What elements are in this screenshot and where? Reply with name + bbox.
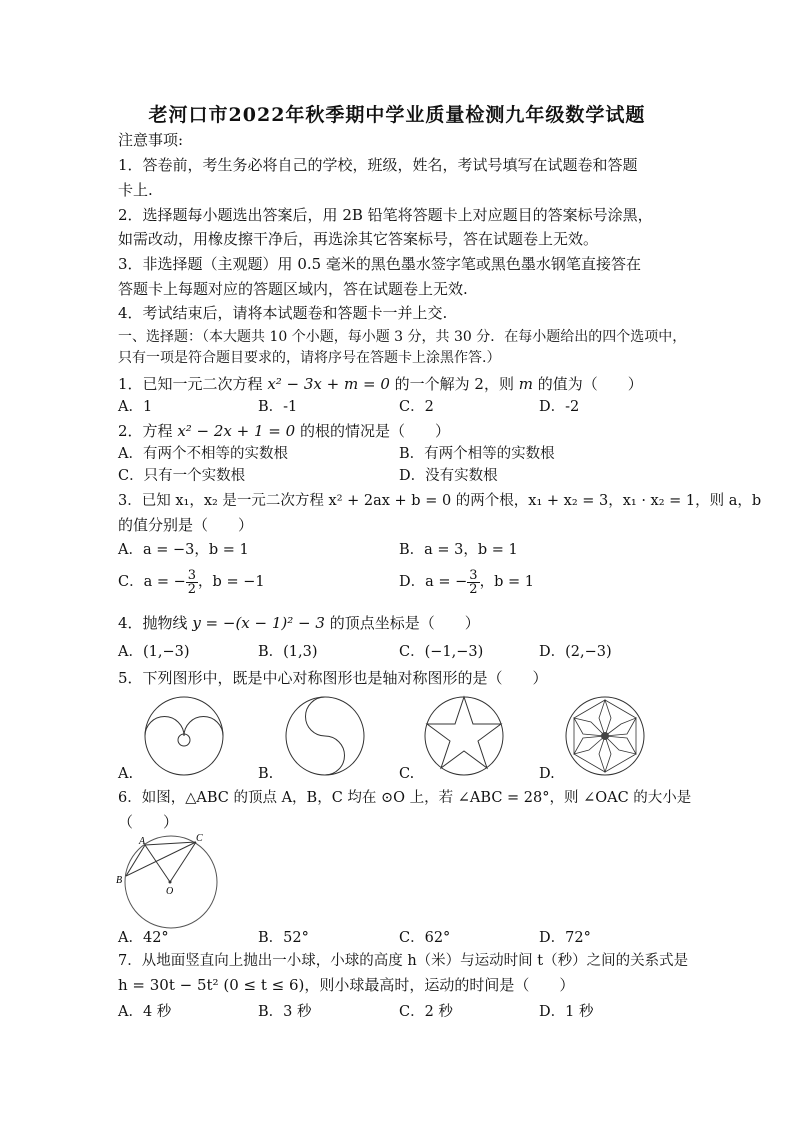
question-7: 7．从地面竖直向上抛出一小球，小球的高度 h（米）与运动时间 t（秒）之间的关系式是 <box>118 953 689 969</box>
option-b[interactable]: B．3 秒 <box>258 1004 312 1020</box>
equation: y = −(x − 1)² − 3 <box>192 614 325 632</box>
notice-line: 2．选择题每小题选出答案后，用 2B 铅笔将答题卡上对应题目的答案标号涂黑， <box>118 206 653 224</box>
option-d[interactable]: D．a = − $\frac{3}{2}$ ，b = 1 <box>399 567 534 597</box>
point-label: O <box>166 886 174 897</box>
figure-d-icon[interactable] <box>563 694 647 778</box>
question-3: 3．已知 x₁，x₂ 是一元二次方程 x² + 2ax + b = 0 的两个根，x₁ + x₂ = 3，x₁ · x₂ = 1，则 a，b <box>118 493 762 509</box>
section-heading: 一、选择题：（本大题共 10 个小题，每小题 3 分，共 30 分．在每小题给出的四个选项中， <box>118 329 687 345</box>
option-a[interactable]: A．4 秒 <box>118 1004 172 1020</box>
option-c-label[interactable]: C. <box>399 766 415 782</box>
question-6-cont: （ ） <box>118 813 179 831</box>
option-d-label[interactable]: D. <box>539 766 555 782</box>
question-4: 4．抛物线 y = −(x − 1)² − 3 的顶点坐标是（ ） <box>118 614 480 632</box>
option-b[interactable]: B．-1 <box>258 399 298 415</box>
notice-line: 4．考试结束后，请将本试题卷和答题卡一并上交. <box>118 304 448 322</box>
section-heading-cont: 只有一项是符合题目要求的，请将序号在答题卡上涂黑作答.） <box>118 350 501 366</box>
option-b-label[interactable]: B. <box>258 766 274 782</box>
notice-line: 卡上. <box>118 181 153 199</box>
option-a[interactable]: A．a = −3，b = 1 <box>118 542 249 558</box>
point-label: A <box>139 836 146 847</box>
option-a[interactable]: A．42° <box>118 930 169 946</box>
question-3-cont: 的值分别是（ ） <box>118 516 254 534</box>
question-2: 2．方程 x² − 2x + 1 = 0 的根的情况是（ ） <box>118 422 450 440</box>
option-c[interactable]: C．62° <box>399 930 451 946</box>
page-title: 老河口市2022年秋季期中学业质量检测九年级数学试题 <box>148 104 646 126</box>
notice-line: 3．非选择题（主观题）用 0.5 毫米的黑色墨水签字笔或黑色墨水钢笔直接答在 <box>118 255 641 273</box>
figure-a-icon[interactable] <box>142 694 226 778</box>
equation: x² − 3x + m = 0 <box>267 375 390 393</box>
option-d[interactable]: D．没有实数根 <box>399 468 498 484</box>
option-b[interactable]: B．a = 3，b = 1 <box>399 542 518 558</box>
option-c[interactable]: C．a = − $\frac{3}{2}$ ，b = −1 <box>118 567 265 597</box>
option-a[interactable]: A．(1,−3) <box>118 644 190 660</box>
option-c[interactable]: C．2 <box>399 399 434 415</box>
option-a-label[interactable]: A. <box>118 766 134 782</box>
circle-triangle-figure <box>114 832 224 932</box>
equation: x² − 2x + 1 = 0 <box>177 422 296 440</box>
notice-line: 答题卡上每题对应的答题区域内，答在试题卷上无效. <box>118 280 468 298</box>
option-c[interactable]: C．2 秒 <box>399 1004 453 1020</box>
option-b[interactable]: B．52° <box>258 930 309 946</box>
notice-line: 1．答卷前，考生务必将自己的学校，班级，姓名，考试号填写在试题卷和答题 <box>118 156 638 174</box>
option-d[interactable]: D．1 秒 <box>539 1004 594 1020</box>
option-d[interactable]: D．72° <box>539 930 591 946</box>
option-b[interactable]: B．有两个相等的实数根 <box>399 446 555 462</box>
option-c[interactable]: C．只有一个实数根 <box>118 468 246 484</box>
option-c[interactable]: C．(−1,−3) <box>399 644 484 660</box>
option-a[interactable]: A．1 <box>118 399 153 415</box>
question-6: 6．如图，△ABC 的顶点 A，B，C 均在 ⊙O 上，若 ∠ABC = 28°，则 ∠OAC 的大小是 <box>118 790 692 806</box>
question-5: 5．下列图形中，既是中心对称图形也是轴对称图形的是（ ） <box>118 669 548 687</box>
notice-heading: 注意事项: <box>118 131 184 149</box>
figure-b-icon[interactable] <box>283 694 367 778</box>
option-a[interactable]: A．有两个不相等的实数根 <box>118 446 288 462</box>
point-label: C <box>196 833 203 844</box>
option-d[interactable]: D．-2 <box>539 399 580 415</box>
option-d[interactable]: D．(2,−3) <box>539 644 612 660</box>
notice-line: 如需改动，用橡皮擦干净后，再选涂其它答案标号，答在试题卷上无效。 <box>118 230 599 248</box>
option-b[interactable]: B．(1,3) <box>258 644 318 660</box>
question-1: 1．已知一元二次方程 x² − 3x + m = 0 的一个解为 2，则 m 的值为（ ） <box>118 375 643 393</box>
point-label: B <box>116 875 123 886</box>
figure-c-icon[interactable] <box>422 694 506 778</box>
question-7-cont: h = 30t − 5t² (0 ≤ t ≤ 6)，则小球最高时，运动的时间是（ ） <box>118 976 575 994</box>
